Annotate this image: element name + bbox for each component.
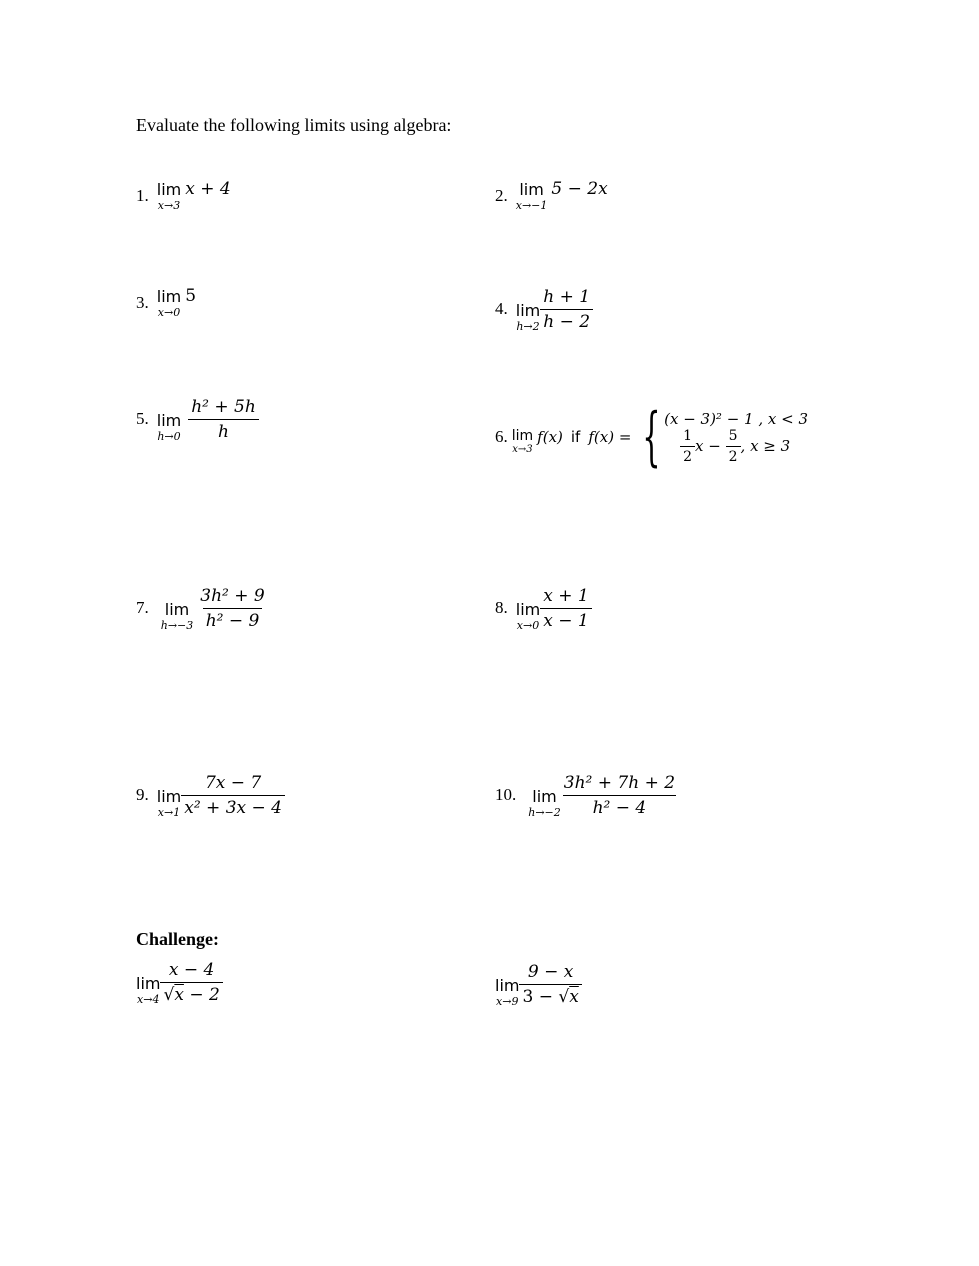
fraction: $\frac{h + 1}{h - 2}$: [540, 287, 593, 332]
limit-operator: lim x→4: [136, 974, 161, 1006]
fraction: $\frac{\text{3h² + 9}}{\text{h² − 9}}$: [200, 585, 265, 631]
problem-9: [136, 771, 285, 819]
problem-10: [495, 771, 678, 819]
limit-operator: lim x→−1: [515, 180, 548, 212]
case-2: $\frac{1}{2}$ x − $\frac{5}{2}$ , x ≥ 3: [680, 428, 808, 465]
problem-number: 6.: [495, 427, 508, 446]
function-definition: f(x) =: [588, 428, 632, 446]
function-call: f(x): [537, 428, 563, 446]
limit-operator: lim h→−3: [160, 600, 194, 632]
limit-operator: lim x→0: [156, 287, 182, 319]
limit-expression: 5: [185, 286, 197, 306]
limit-expression: x + 4: [185, 179, 231, 199]
fraction: $\frac{\text{h² + 5h}}{h}$: [185, 397, 262, 442]
problem-number: 9.: [136, 785, 149, 804]
problem-number: 7.: [136, 598, 149, 617]
limit-operator: lim h→2: [515, 301, 541, 333]
fraction: $\frac{9 - x}{3 - √x}$: [519, 962, 581, 1007]
piecewise-cases: [664, 410, 808, 465]
problem-number: 8.: [495, 598, 508, 617]
limit-operator: lim x→3: [156, 180, 182, 212]
limit-operator: lim h→0: [156, 411, 182, 443]
left-brace-icon: {: [642, 400, 661, 474]
fraction: $\frac{7x - 7}{\text{x² + 3x − 4}}$: [181, 773, 285, 818]
instructions: Evaluate the following limits using algebra:: [136, 115, 452, 135]
problem-number: 4.: [495, 299, 508, 318]
limit-expression: 5 − 2x: [551, 179, 608, 199]
limit-operator: lim h→−2: [528, 787, 561, 819]
problem-number: 5.: [136, 409, 149, 428]
problem-5: [136, 395, 262, 443]
problem-number: 10.: [495, 785, 517, 804]
challenge-heading: Challenge:: [136, 929, 219, 949]
problem-1: [136, 180, 231, 212]
limit-operator: lim x→9: [495, 976, 520, 1008]
limit-operator: lim x→3: [511, 427, 534, 455]
challenge-problem-1: [136, 958, 223, 1006]
fraction: $\frac{x + 1}{x - 1}$: [540, 586, 591, 631]
problem-7: [136, 584, 268, 632]
problem-3: [136, 287, 196, 319]
sqrt-icon: √: [163, 984, 175, 1005]
problem-8: [495, 584, 592, 632]
limit-operator: lim x→1: [156, 787, 182, 819]
challenge-problem-2: [495, 960, 582, 1008]
limit-operator: lim x→0: [515, 600, 541, 632]
problem-number: 1.: [136, 186, 149, 205]
problem-number: 3.: [136, 293, 149, 312]
problem-4: [495, 285, 593, 333]
fraction: $\frac{x - 4}{√x - 2}$: [160, 960, 222, 1005]
sqrt-icon: √: [558, 986, 570, 1007]
if-word: if: [570, 428, 581, 446]
fraction: $\frac{\text{3h² + 7h + 2}}{\text{h² − 4}}$: [563, 772, 676, 818]
case-1: (x − 3)² − 1 , x < 3: [664, 409, 809, 428]
problem-number: 2.: [495, 186, 508, 205]
problem-6: [495, 400, 809, 474]
problem-2: [495, 180, 608, 212]
